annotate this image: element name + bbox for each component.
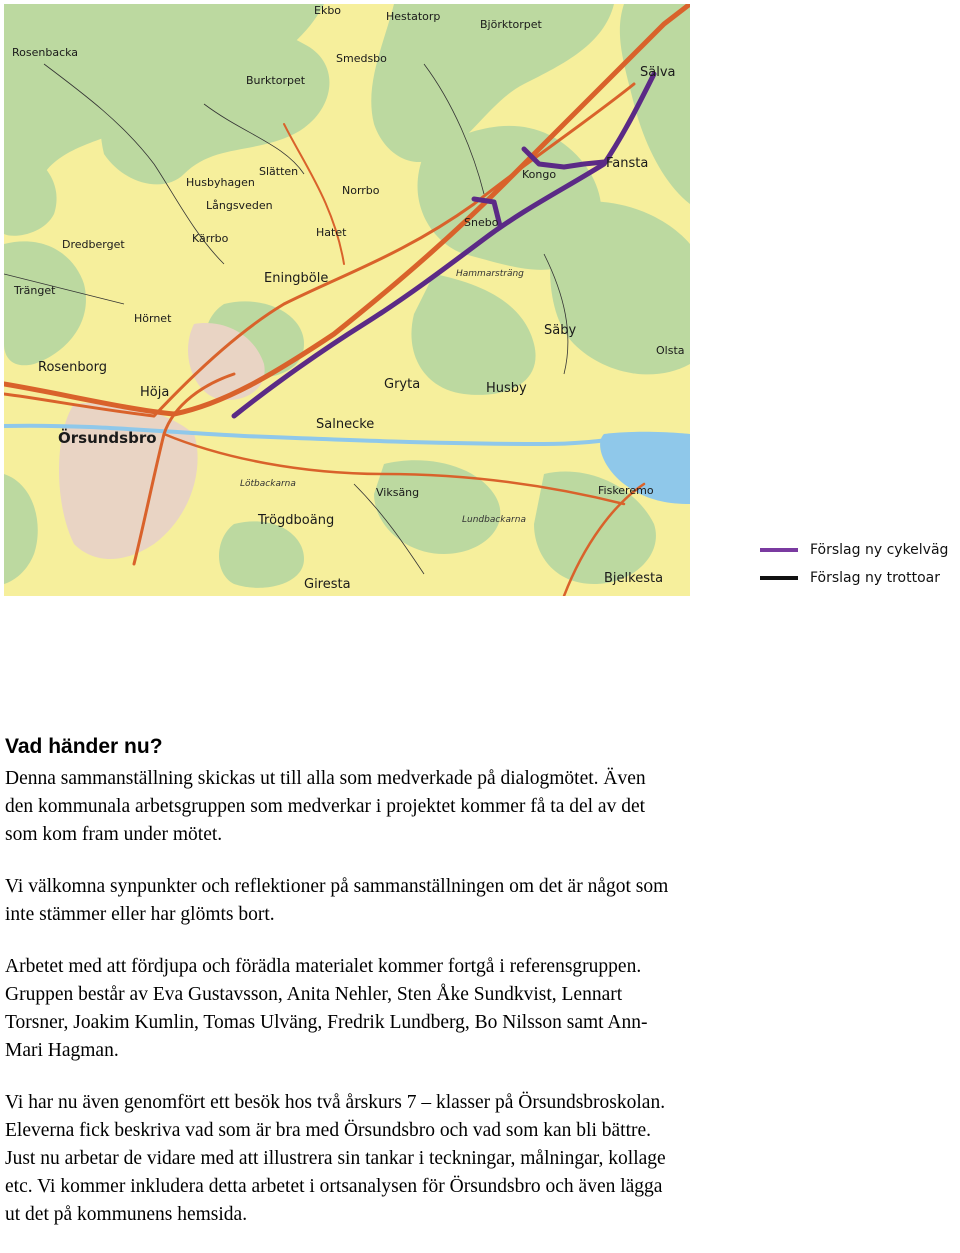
label-langsveden: Långsveden <box>206 199 273 212</box>
label-ekbo: Ekbo <box>314 4 342 17</box>
paragraph-line: Mari Hagman. <box>5 1040 119 1061</box>
label-snebo: Snebo <box>464 216 499 229</box>
label-bjorktorpet: Björktorpet <box>480 18 542 31</box>
paragraph-4 <box>5 1089 905 1229</box>
label-hornet: Hörnet <box>134 312 172 325</box>
legend-swatch-black <box>760 576 798 580</box>
paragraph-line: Gruppen består av Eva Gustavsson, Anita Nehler, Sten Åke Sundkvist, Lennart <box>5 984 623 1005</box>
label-salva: Sälva <box>640 65 676 80</box>
label-husbyhagen: Husbyhagen <box>186 176 255 189</box>
route-map <box>4 4 690 596</box>
legend-item-cycle-route <box>760 536 960 564</box>
label-hoja: Höja <box>140 385 170 400</box>
label-saby: Säby <box>544 323 577 338</box>
paragraph-line: Eleverna fick beskriva vad som är bra med Örsundsbro och vad som kan bli bättre. <box>5 1120 652 1141</box>
legend-label-sidewalk: Förslag ny trottoar <box>810 570 940 586</box>
label-kongo: Kongo <box>522 168 557 181</box>
paragraph-line: som kom fram under mötet. <box>5 824 223 845</box>
legend-swatch-purple <box>760 548 798 552</box>
legend-item-sidewalk <box>760 564 960 592</box>
paragraph-line: den kommunala arbetsgruppen som medverkar i projektet kommer få ta del av det <box>5 796 646 817</box>
label-smedsbo: Smedsbo <box>336 52 387 65</box>
label-fansta: Fansta <box>606 156 649 171</box>
label-tranget: Tränget <box>14 284 56 297</box>
label-husby: Husby <box>486 381 527 396</box>
paragraph-1 <box>5 765 905 849</box>
paragraph-line: inte stämmer eller har glömts bort. <box>5 904 275 925</box>
label-rosenbacka: Rosenbacka <box>12 46 79 59</box>
label-bjelkesta: Bjelkesta <box>604 571 664 586</box>
label-rosenborg: Rosenborg <box>38 360 107 375</box>
label-burktorpet: Burktorpet <box>246 74 306 87</box>
label-karrbo: Kärrbo <box>192 232 229 245</box>
label-viksang: Viksäng <box>376 486 420 499</box>
paragraph-line: Vi har nu även genomfört ett besök hos två årskurs 7 – klasser på Örsundsbroskolan. <box>5 1092 666 1113</box>
label-orsundsbro: Örsundsbro <box>58 429 157 447</box>
paragraph-line: Vi välkomna synpunkter och reflektioner på sammanställningen om det är något som <box>5 876 669 897</box>
label-trogdboang: Trögdboäng <box>258 513 335 528</box>
paragraph-2 <box>5 873 905 929</box>
section-heading: Vad händer nu? <box>5 735 163 758</box>
paragraph-3 <box>5 953 905 1065</box>
paragraph-line: Torsner, Joakim Kumlin, Tomas Ulväng, Fredrik Lundberg, Bo Nilsson samt Ann- <box>5 1012 648 1033</box>
label-norrbo: Norrbo <box>342 184 380 197</box>
paragraph-line: Just nu arbetar de vidare med att illustrera sin tankar i teckningar, målningar, kollage <box>5 1148 666 1169</box>
label-olsta: Olsta <box>656 344 685 357</box>
label-slatten: Slätten <box>259 165 299 178</box>
label-fiskeremo: Fiskeremo <box>598 484 654 497</box>
paragraph-line: Denna sammanställning skickas ut till alla som medverkade på dialogmötet. Även <box>5 768 646 789</box>
label-lundbackarna: Lundbackarna <box>462 515 526 525</box>
label-hatet: Hatet <box>316 226 347 239</box>
label-dredberget: Dredberget <box>62 238 125 251</box>
paragraph-line: etc. Vi kommer inkludera detta arbetet i ortsanalysen för Örsundsbro och även lägga <box>5 1176 663 1197</box>
legend-label-cycle-route: Förslag ny cykelväg <box>810 542 949 558</box>
label-hammarstrong: Hammarsträng <box>456 269 524 279</box>
label-eningbole: Eningböle <box>264 271 329 286</box>
map-legend <box>760 536 960 592</box>
article-body <box>5 735 905 1253</box>
paragraph-line: Arbetet med att fördjupa och förädla materialet kommer fortgå i referensgruppen. <box>5 956 642 977</box>
label-hestatorp: Hestatorp <box>386 10 441 23</box>
map-canvas <box>4 4 690 596</box>
label-giresta: Giresta <box>304 577 351 592</box>
paragraph-line: ut det på kommunens hemsida. <box>5 1204 248 1225</box>
label-lotbackarna: Lötbackarna <box>240 479 296 489</box>
label-salnecke: Salnecke <box>316 417 375 432</box>
label-gryta: Gryta <box>384 377 421 392</box>
